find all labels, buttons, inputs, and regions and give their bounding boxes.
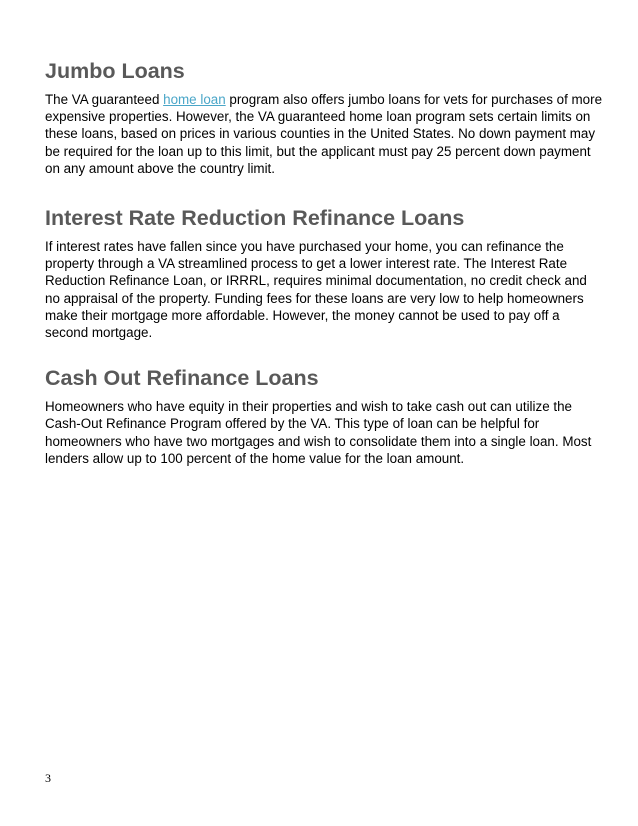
section-jumbo-loans bbox=[45, 58, 605, 177]
section-heading: Interest Rate Reduction Refinance Loans bbox=[45, 206, 465, 231]
section-heading: Cash Out Refinance Loans bbox=[45, 366, 319, 391]
section-heading: Jumbo Loans bbox=[45, 59, 185, 83]
body-text-before-link: The VA guaranteed bbox=[45, 92, 164, 107]
section-cash-out-refinance-loans bbox=[45, 365, 605, 467]
section-body: Homeowners who have equity in their properties and wish to take cash out can utilize the Cash-Out Refinance Program offered by the VA. This type of loan can be helpful for homeowners who have two mortgages and wish to consolidate them into a single loan. Most lenders allow up to 100 percent of the home value for the loan amount. bbox=[45, 399, 592, 466]
section-interest-rate-reduction-refinance-loans bbox=[45, 205, 605, 341]
home-loan-link[interactable]: home loan bbox=[163, 92, 226, 107]
body-text-after-link: program also offers jumbo loans for vets for purchases of more expensive properties. However, the VA guaranteed home loan program sets certain limits on these loans, based on prices in various counties in the United States. No down payment may be required for the loan up to this limit, but the applicant must pay 25 percent down payment on any amount above the country limit. bbox=[45, 92, 603, 176]
section-body: If interest rates have fallen since you have purchased your home, you can refinance the property through a VA streamlined process to get a lower interest rate. The Interest Rate Reduction Refinance Loan, or IRRRL, requires minimal documentation, no credit check and no appraisal of the property. Funding fees for these loans are very low to help homeowners make their mortgage more affordable. However, the money cannot be used to pay off a second mortgage. bbox=[45, 239, 587, 341]
section-body bbox=[45, 91, 605, 177]
page-number: 3 bbox=[45, 771, 51, 785]
page-content bbox=[45, 58, 605, 467]
